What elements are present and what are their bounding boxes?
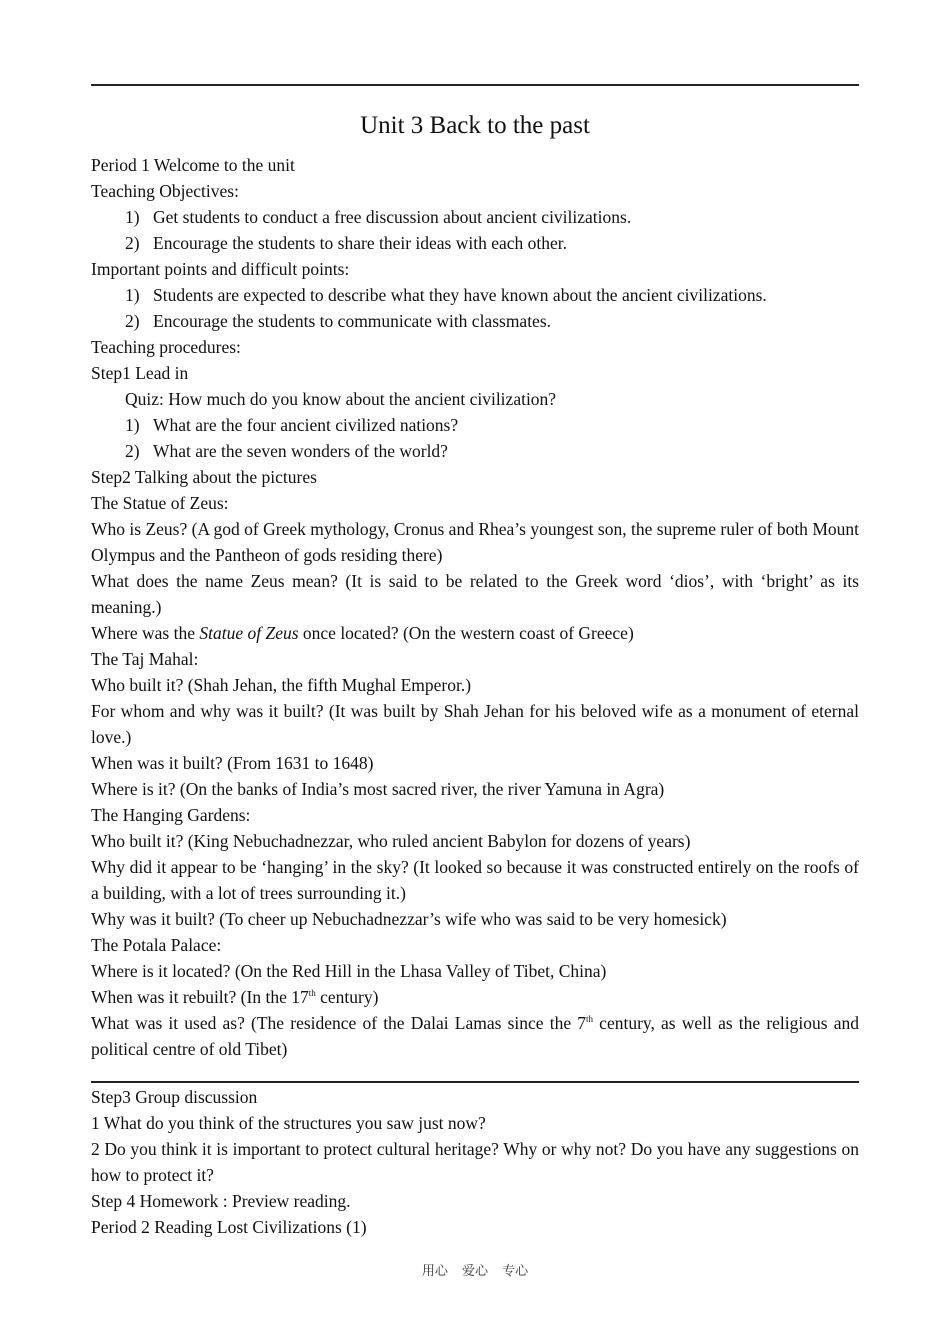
gardens-q1: Who built it? (King Nebuchadnezzar, who ruled ancient Babylon for dozens of years) [91, 831, 691, 851]
list-item: 1) Get students to conduct a free discussion about ancient civilizations. [125, 207, 632, 227]
document-body-continued [91, 1084, 859, 1240]
taj-q4: Where is it? (On the banks of India’s most sacred river, the river Yamuna in Agra) [91, 779, 665, 799]
gardens-q2: Why did it appear to be ‘hanging’ in the sky? (It looked so because it was constructed entirely on the roofs of a building, with a lot of trees surrounding it.) [91, 857, 859, 903]
teaching-objectives-heading: Teaching Objectives: [91, 181, 239, 201]
list-item: 2) Encourage the students to communicate with classmates. [125, 311, 552, 331]
section-rule [91, 1081, 859, 1083]
potala-q2: When was it rebuilt? (In the 17th century) [91, 987, 379, 1007]
step3-q2: 2 Do you think it is important to protect cultural heritage? Why or why not? Do you have any suggestions on how to protect it? [91, 1139, 859, 1185]
zeus-q3: Where was the Statue of Zeus once located? (On the western coast of Greece) [91, 623, 634, 643]
list-item: 2) What are the seven wonders of the world? [125, 441, 448, 461]
important-points-heading: Important points and difficult points: [91, 259, 350, 279]
step1-heading: Step1 Lead in [91, 363, 189, 383]
step2-heading: Step2 Talking about the pictures [91, 467, 317, 487]
taj-heading: The Taj Mahal: [91, 649, 199, 669]
taj-q1: Who built it? (Shah Jehan, the fifth Mughal Emperor.) [91, 675, 472, 695]
period-1-heading: Period 1 Welcome to the unit [91, 155, 295, 175]
potala-heading: The Potala Palace: [91, 935, 222, 955]
step3-q1: 1 What do you think of the structures you saw just now? [91, 1113, 486, 1133]
potala-q1: Where is it located? (On the Red Hill in the Lhasa Valley of Tibet, China) [91, 961, 607, 981]
list-item: 1) Students are expected to describe what they have known about the ancient civilizations. [125, 285, 767, 305]
taj-q2: For whom and why was it built? (It was built by Shah Jehan for his beloved wife as a monument of eternal love.) [91, 701, 859, 747]
quiz-line: Quiz: How much do you know about the ancient civilization? [125, 389, 557, 409]
period-2-heading: Period 2 Reading Lost Civilizations (1) [91, 1217, 367, 1237]
taj-q3: When was it built? (From 1631 to 1648) [91, 753, 374, 773]
gardens-heading: The Hanging Gardens: [91, 805, 251, 825]
step4-line: Step 4 Homework : Preview reading. [91, 1191, 351, 1211]
zeus-q1: Who is Zeus? (A god of Greek mythology, Cronus and Rhea’s youngest son, the supreme ruler of both Mount Olympus and the Pantheon of gods residing there) [91, 519, 859, 565]
step3-heading: Step3 Group discussion [91, 1087, 258, 1107]
potala-q3: What was it used as? (The residence of the Dalai Lamas since the 7th century, as well as the religious and political centre of old Tibet) [91, 1013, 860, 1059]
list-item: 2) Encourage the students to share their ideas with each other. [125, 233, 568, 253]
zeus-heading: The Statue of Zeus: [91, 493, 229, 513]
page-title: Unit 3 Back to the past [360, 112, 590, 139]
header-rule [91, 84, 859, 86]
zeus-q2: What does the name Zeus mean? (It is said to be related to the Greek word ‘dios’, with ‘bright’ as its meaning.) [91, 571, 859, 617]
procedures-heading: Teaching procedures: [91, 337, 241, 357]
gardens-q3: Why was it built? (To cheer up Nebuchadnezzar’s wife who was said to be very homesick) [91, 909, 727, 929]
document-body [91, 152, 859, 1062]
list-item: 1) What are the four ancient civilized nations? [125, 415, 459, 435]
page-footer: 用心 爱心 专心 [421, 1264, 529, 1279]
